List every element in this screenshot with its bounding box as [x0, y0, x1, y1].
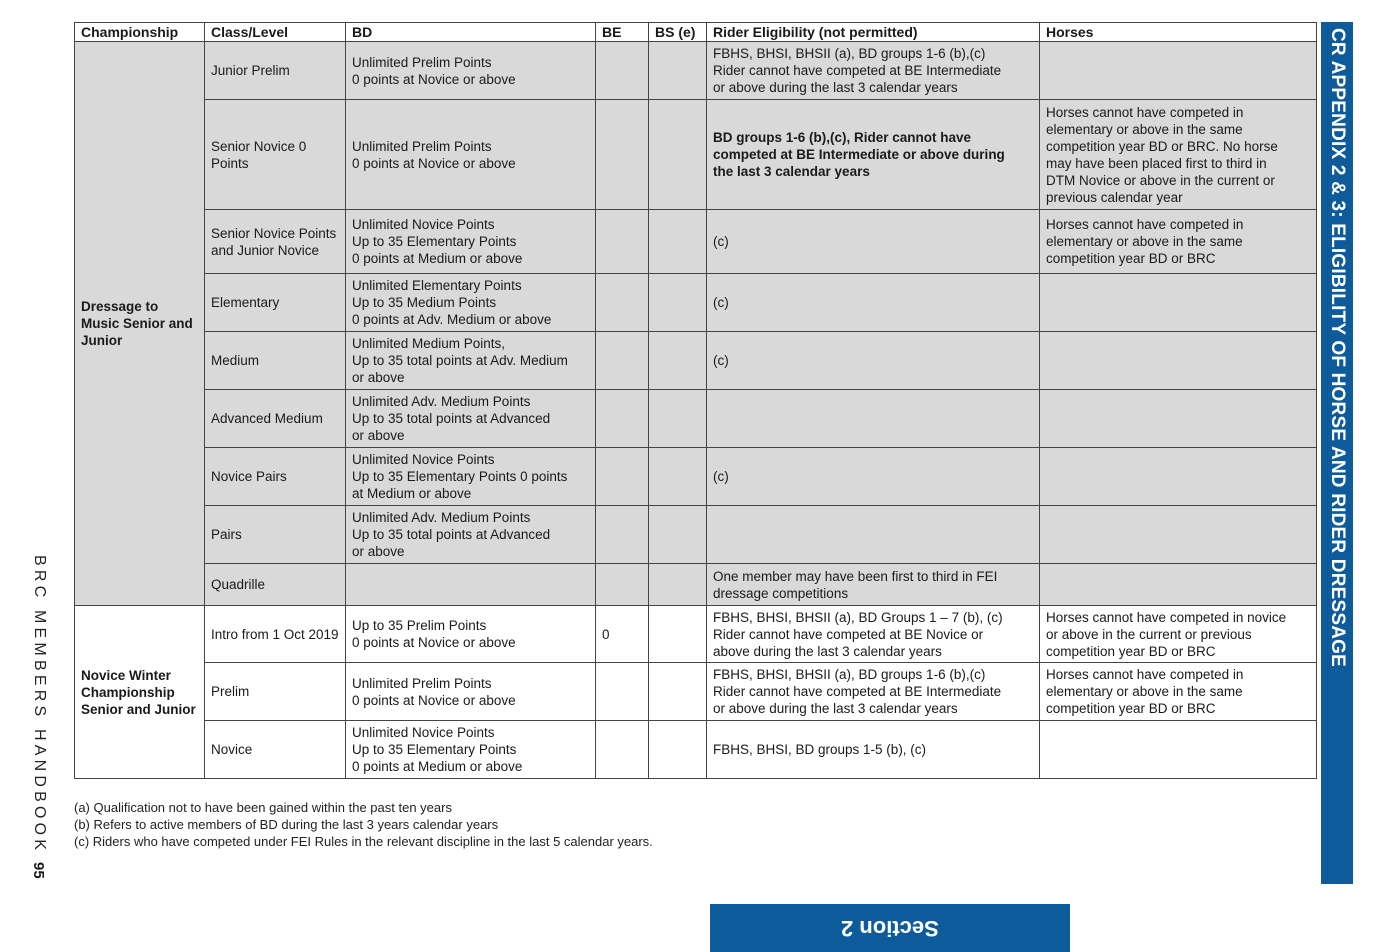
table-body: [75, 42, 1317, 779]
rider-eligibility-cell-line: Rider cannot have competed at BE Novice or: [713, 626, 984, 642]
be-cell: 0: [596, 606, 649, 663]
rider-eligibility-cell-line: One member may have been first to third in FEI: [713, 568, 998, 584]
bd-cell-line: at Medium or above: [352, 486, 472, 501]
horses-cell: [1040, 332, 1317, 390]
rider-eligibility-cell-line: or above during the last 3 calendar years: [713, 80, 958, 95]
class-level-cell: Novice: [205, 721, 346, 779]
horses-cell-line: Horses cannot have competed in: [1046, 217, 1244, 232]
horses-cell: [1040, 663, 1317, 721]
bd-cell: [346, 100, 596, 210]
bs-cell: [649, 332, 707, 390]
horses-cell: [1040, 721, 1317, 779]
rider-eligibility-cell: [707, 332, 1040, 390]
be-cell: [596, 663, 649, 721]
bd-cell-line: 0 points at Novice or above: [352, 155, 516, 171]
class-level-cell: Advanced Medium: [205, 390, 346, 448]
bd-cell-line: Up to 35 Prelim Points: [352, 618, 487, 633]
footnotes: [74, 799, 653, 850]
rider-eligibility-cell: [707, 390, 1040, 448]
bs-cell: [649, 564, 707, 606]
bs-cell: [649, 606, 707, 663]
rider-eligibility-cell: [707, 448, 1040, 506]
horses-cell-line: previous calendar year: [1046, 189, 1183, 205]
horses-cell: [1040, 606, 1317, 663]
handbook-label-text: BRC MEMBERS HANDBOOK: [31, 555, 48, 855]
rider-eligibility-cell-line: FBHS, BHSI, BHSII (a), BD Groups 1 – 7 (b), (c): [713, 609, 1003, 625]
rider-eligibility-cell-line: FBHS, BHSI, BD groups 1-5 (b), (c): [713, 742, 927, 757]
horses-cell-line: may have been placed first to third in: [1046, 155, 1267, 171]
horses-cell-line: elementary or above in the same: [1046, 684, 1243, 699]
rider-eligibility-cell-line: (c): [713, 295, 729, 310]
be-cell: [596, 274, 649, 332]
bd-cell: [346, 721, 596, 779]
horses-cell: [1040, 506, 1317, 564]
class-level-cell: Quadrille: [205, 564, 346, 606]
bd-cell-line: Unlimited Novice Points: [352, 725, 495, 740]
bs-cell: [649, 210, 707, 274]
col-header-class-level: Class/Level: [205, 23, 346, 42]
rider-eligibility-cell-line: FBHS, BHSI, BHSII (a), BD groups 1-6 (b),(c): [713, 667, 986, 682]
bd-cell-line: Up to 35 Elementary Points 0 points: [352, 469, 568, 484]
bd-cell-line: Unlimited Prelim Points: [352, 675, 492, 691]
bs-cell: [649, 663, 707, 721]
rider-eligibility-cell: [707, 274, 1040, 332]
horses-cell-line: elementary or above in the same: [1046, 121, 1243, 137]
table-row: [75, 721, 1317, 779]
championship-cell: Novice Winter Championship Senior and Junior: [75, 606, 205, 779]
col-header-rider-eligibility: Rider Eligibility (not permitted): [707, 23, 1040, 42]
rider-eligibility-cell-line: (c): [713, 234, 729, 249]
col-header-bs: BS (e): [649, 23, 707, 42]
bs-cell: [649, 42, 707, 100]
class-level-cell: Junior Prelim: [205, 42, 346, 100]
be-cell: [596, 390, 649, 448]
horses-cell-line: Horses cannot have competed in: [1046, 104, 1244, 120]
bd-cell-line: or above: [352, 544, 405, 559]
bd-cell-line: Unlimited Novice Points: [352, 452, 495, 467]
bd-cell-line: Up to 35 Elementary Points: [352, 742, 517, 757]
bd-cell: [346, 42, 596, 100]
col-header-horses: Horses: [1040, 23, 1317, 42]
bd-cell-line: Unlimited Elementary Points: [352, 278, 522, 293]
rider-eligibility-cell: [707, 606, 1040, 663]
bd-cell-line: Up to 35 total points at Advanced: [352, 527, 551, 542]
bd-cell: [346, 390, 596, 448]
bs-cell: [649, 721, 707, 779]
horses-cell: [1040, 448, 1317, 506]
table-row: [75, 390, 1317, 448]
bd-cell-line: 0 points at Novice or above: [352, 635, 516, 650]
footnote-b: (b) Refers to active members of BD during the last 3 years calendar years: [74, 817, 499, 832]
bs-cell: [649, 448, 707, 506]
bs-cell: [649, 100, 707, 210]
bd-cell-line: Unlimited Prelim Points: [352, 138, 492, 154]
horses-cell-line: competition year BD or BRC. No horse: [1046, 138, 1278, 154]
bd-cell-line: 0 points at Medium or above: [352, 251, 523, 266]
rider-eligibility-cell: [707, 210, 1040, 274]
table-row: [75, 100, 1317, 210]
be-cell: [596, 721, 649, 779]
horses-cell-line: or above in the current or previous: [1046, 626, 1252, 642]
col-header-bd: BD: [346, 23, 596, 42]
rider-eligibility-cell: [707, 663, 1040, 721]
class-level-cell: Senior Novice 0 Points: [205, 100, 346, 210]
be-cell: [596, 448, 649, 506]
table-row: [75, 332, 1317, 390]
horses-cell-line: competition year BD or BRC: [1046, 701, 1216, 716]
bd-cell-line: Unlimited Medium Points,: [352, 336, 506, 351]
footnote-a: (a) Qualification not to have been gained within the past ten years: [74, 800, 452, 815]
page-number: 95: [30, 862, 47, 879]
rider-eligibility-cell: [707, 506, 1040, 564]
horses-cell: [1040, 274, 1317, 332]
rider-eligibility-cell-line: competed at BE Intermediate or above during: [713, 147, 1005, 162]
bs-cell: [649, 274, 707, 332]
table-row: [75, 274, 1317, 332]
bd-cell-line: Unlimited Adv. Medium Points: [352, 394, 531, 409]
col-header-be: BE: [596, 23, 649, 42]
horses-cell: [1040, 564, 1317, 606]
bs-cell: [649, 506, 707, 564]
bd-cell-line: or above: [352, 428, 405, 443]
bd-cell-line: 0 points at Novice or above: [352, 71, 516, 87]
rider-eligibility-cell-line: BD groups 1-6 (b),(c), Rider cannot have: [713, 130, 972, 145]
bd-cell-line: Up to 35 Medium Points: [352, 295, 497, 310]
bd-cell-line: Up to 35 Elementary Points: [352, 234, 517, 249]
class-level-cell: Novice Pairs: [205, 448, 346, 506]
be-cell: [596, 42, 649, 100]
horses-cell: [1040, 100, 1317, 210]
eligibility-table: [74, 22, 1317, 779]
horses-cell-line: DTM Novice or above in the current or: [1046, 172, 1275, 188]
rider-eligibility-cell-line: FBHS, BHSI, BHSII (a), BD groups 1-6 (b),(c): [713, 46, 986, 61]
rider-eligibility-cell: [707, 42, 1040, 100]
rider-eligibility-cell-line: Rider cannot have competed at BE Intermediate: [713, 63, 1002, 78]
championship-cell: Dressage to Music Senior and Junior: [75, 42, 205, 606]
table-row: [75, 663, 1317, 721]
bd-cell: [346, 210, 596, 274]
bd-cell-line: 0 points at Medium or above: [352, 759, 523, 774]
table-row: [75, 448, 1317, 506]
bd-cell-line: 0 points at Novice or above: [352, 692, 516, 708]
rider-eligibility-cell-line: (c): [713, 353, 729, 368]
bd-cell-line: or above: [352, 370, 405, 385]
class-level-cell: Medium: [205, 332, 346, 390]
rider-eligibility-cell-line: (c): [713, 469, 729, 484]
horses-cell: [1040, 210, 1317, 274]
be-cell: [596, 100, 649, 210]
rider-eligibility-cell-line: dressage competitions: [713, 585, 849, 601]
rider-eligibility-cell-line: Rider cannot have competed at BE Intermediate: [713, 684, 1002, 699]
class-level-cell: Prelim: [205, 663, 346, 721]
horses-cell: [1040, 42, 1317, 100]
table-row: [75, 210, 1317, 274]
rider-eligibility-cell-line: the last 3 calendar years: [713, 164, 870, 179]
horses-cell: [1040, 390, 1317, 448]
horses-cell-line: elementary or above in the same: [1046, 234, 1243, 249]
rider-eligibility-cell-line: or above during the last 3 calendar years: [713, 701, 958, 716]
horses-cell-line: Horses cannot have competed in: [1046, 667, 1244, 682]
horses-cell-line: competition year BD or BRC: [1046, 643, 1216, 659]
bd-cell: [346, 663, 596, 721]
horses-cell-line: competition year BD or BRC: [1046, 251, 1216, 266]
class-level-cell: Pairs: [205, 506, 346, 564]
be-cell: [596, 564, 649, 606]
rider-eligibility-cell: [707, 721, 1040, 779]
class-level-cell: Elementary: [205, 274, 346, 332]
be-cell: [596, 506, 649, 564]
rider-eligibility-cell: [707, 100, 1040, 210]
bd-cell: [346, 506, 596, 564]
rider-eligibility-cell-line: above during the last 3 calendar years: [713, 643, 942, 659]
handbook-label: [30, 555, 54, 855]
rider-eligibility-cell: [707, 564, 1040, 606]
section-tab: [710, 904, 1070, 952]
horses-cell-line: Horses cannot have competed in novice: [1046, 609, 1287, 625]
appendix-side-tab: [1321, 22, 1353, 884]
be-cell: [596, 210, 649, 274]
bs-cell: [649, 390, 707, 448]
bd-cell-line: 0 points at Adv. Medium or above: [352, 312, 552, 327]
bd-cell: [346, 564, 596, 606]
table-row: [75, 564, 1317, 606]
col-header-championship: Championship: [75, 23, 205, 42]
bd-cell-line: Unlimited Prelim Points: [352, 54, 492, 70]
table-row: [75, 506, 1317, 564]
bd-cell: [346, 332, 596, 390]
table-row: [75, 606, 1317, 663]
bd-cell-line: Unlimited Novice Points: [352, 217, 495, 232]
section-label: Section 2: [841, 916, 939, 941]
be-cell: [596, 332, 649, 390]
bd-cell: [346, 448, 596, 506]
footnote-c: (c) Riders who have competed under FEI Rules in the relevant discipline in the last 5 calendar years.: [74, 834, 653, 849]
class-level-cell: Intro from 1 Oct 2019: [205, 606, 346, 663]
bd-cell-line: Up to 35 total points at Adv. Medium: [352, 353, 568, 368]
appendix-title: CR APPENDIX 2 & 3: ELIGIBILITY OF HORSE AND RIDER DRESSAGE: [1327, 28, 1348, 668]
class-level-cell: Senior Novice Points and Junior Novice: [205, 210, 346, 274]
bd-cell-line: Up to 35 total points at Advanced: [352, 411, 551, 426]
bd-cell: [346, 274, 596, 332]
bd-cell: [346, 606, 596, 663]
bd-cell-line: Unlimited Adv. Medium Points: [352, 510, 531, 525]
header-row: [75, 23, 1317, 42]
table-row: [75, 42, 1317, 100]
